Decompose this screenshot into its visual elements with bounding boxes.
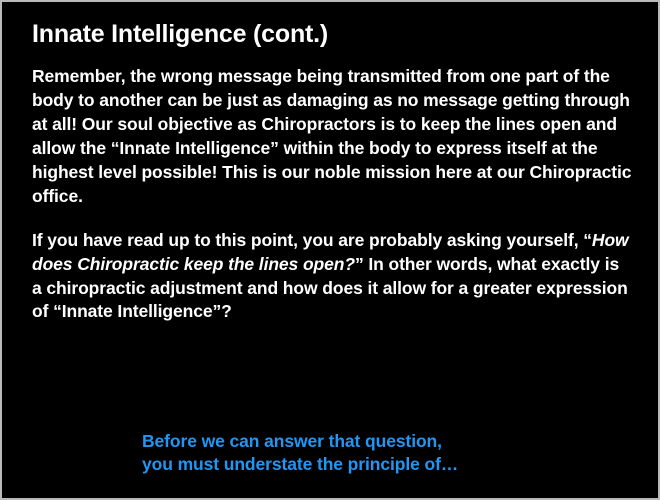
paragraph-2-emphasis: How does Chiropractic keep the lines open? <box>32 229 629 274</box>
closing-line-1: Before we can answer that question, <box>142 431 442 451</box>
body-paragraph-1 <box>32 65 632 209</box>
paragraph-2-text-before: If you have read up to this point, you are probably asking yourself, “ <box>32 229 592 250</box>
body-paragraph-2 <box>32 229 632 325</box>
paragraph-2-text-after: ” In other words, what exactly is a chiropractic adjustment and how does it allow for a greater expression of “Innate Intelligence”? <box>32 253 628 322</box>
page-title: Innate Intelligence (cont.) <box>32 20 329 48</box>
closing-callout <box>142 430 622 476</box>
closing-line-2: you must understate the principle of… <box>142 454 459 475</box>
paragraph-1-text: Remember, the wrong message being transmitted from one part of the body to another can be just as damaging as no message getting through at all! Our soul objective as Chiropractors is to keep the lines open and allow the “Innate Intelligence” within the body to express itself at the highest level possible! This is our noble mission here at our Chiropractic office. <box>32 65 632 206</box>
slide-content <box>32 20 632 344</box>
